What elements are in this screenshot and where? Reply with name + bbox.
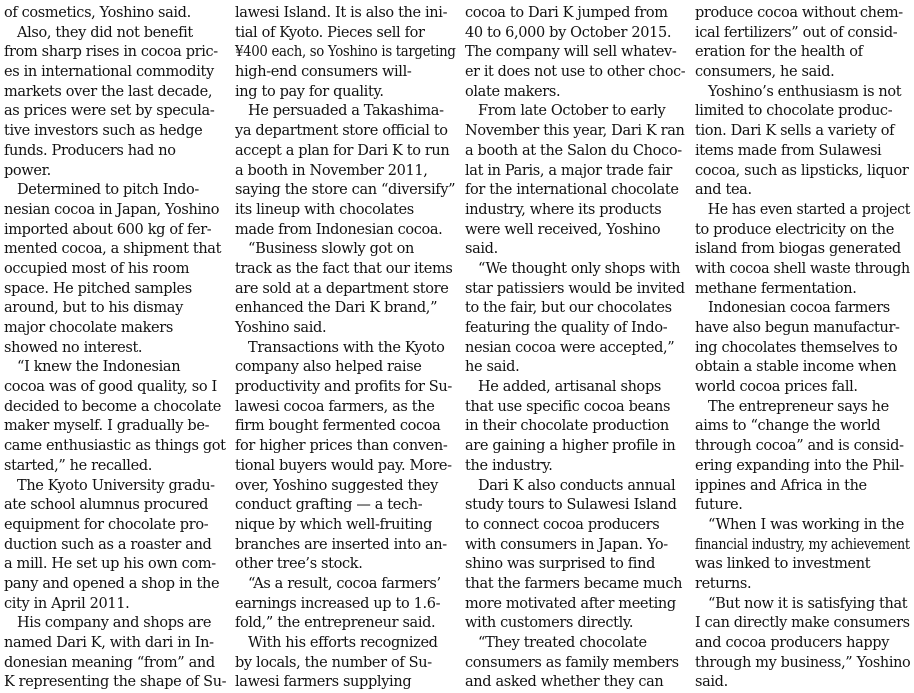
text-line: to the fair, but our chocolates [465,300,672,317]
text-line: lat in Paris, a major trade fair [465,162,672,179]
text-line: pany and opened a shop in the [4,575,220,592]
text-line: Also, they did not benefit [17,24,193,41]
text-line: Yoshino said. [235,320,327,336]
text-line: to connect cocoa producers [465,516,660,533]
text-line: more motivated after meeting [465,595,676,612]
text-line: through my business,” Yoshino [695,654,911,671]
text-line: nique by which well-fruiting [235,516,433,533]
text-line: star patissiers would be invited [465,280,685,297]
text-line: equipment for chocolate pro- [4,516,209,533]
text-line: a booth in November 2011, [235,162,428,179]
text-line: markets over the last decade, [4,83,213,100]
text-line: study tours to Sulawesi Island [465,497,677,514]
text-line: featuring the quality of Indo- [465,320,668,336]
text-line: over, Yoshino suggested they [235,477,438,494]
text-line: The Kyoto University gradu- [17,477,215,494]
text-line: “We thought only shops with [478,260,681,277]
text-line: saying the store can “diversify” [235,182,456,199]
text-line: cocoa, such as lipsticks, liquor [695,162,909,179]
text-line: major chocolate makers [4,320,173,336]
text-line: showed no interest. [4,339,143,356]
text-line: industry, where its products [465,201,662,218]
text-line: He has even started a project [707,201,911,218]
article-column-1 [4,4,227,691]
text-line: he said. [465,359,520,376]
text-line: its lineup with chocolates [235,201,414,218]
text-line: maker myself. I gradually be- [4,418,210,435]
text-line: Determined to pitch Indo- [17,182,199,199]
text-line: through cocoa” and is consid- [695,438,904,455]
text-line: and tea. [695,182,752,199]
text-line: nesian cocoa in Japan, Yoshino [4,201,220,218]
text-line: “When I was working in the [708,516,904,533]
text-line: es in international commodity [4,64,214,81]
text-line: I can directly make consumers [695,615,910,632]
text-line: shino was surprised to find [465,556,656,573]
text-line: productivity and profits for Su- [235,379,452,396]
text-line: cocoa to Dari K jumped from [465,5,668,21]
text-line: are sold at a department store [235,280,449,297]
text-line: ¥400 each, so Yoshino is targeting [235,44,456,61]
text-line: “As a result, cocoa farmers’ [248,575,441,592]
text-line: funds. Producers had no [4,142,176,159]
text-line: Transactions with the Kyoto [248,339,445,356]
text-line: lawesi cocoa farmers, as the [235,398,435,415]
text-line: enhanced the Dari K brand,” [235,300,438,317]
text-line: duction such as a roaster and [4,536,212,553]
text-line: cocoa was of good quality, so I [4,379,217,396]
text-line: ate school alumnus procured [4,497,209,514]
text-line: have also begun manufactur- [695,320,900,336]
text-line: produce cocoa without chem- [695,5,903,21]
text-line: in their chocolate production [465,418,669,435]
text-line: “But now it is satisfying that [708,595,908,612]
text-line: with cocoa shell waste through [695,260,910,277]
text-line: lawesi farmers supplying [235,674,412,691]
text-line: The company will sell whatev- [465,44,677,61]
text-line: track as the fact that our items [235,260,453,277]
text-line: with consumers in Japan. Yo- [465,536,668,553]
text-line: said. [465,241,498,258]
text-line: lawesi Island. It is also the ini- [235,5,448,21]
text-line: ippines and Africa in the [695,477,867,494]
text-line: and asked whether they can [465,674,664,691]
text-line: er it does not use to other choc- [465,64,686,81]
text-line: around, but to his dismay [4,300,183,317]
text-line: 40 to 6,000 by October 2015. [465,24,672,41]
text-line: made from Indonesian cocoa. [235,221,443,238]
text-line: limited to chocolate produc- [695,103,893,120]
article-column-3 [465,4,686,691]
text-line: financial industry, my achievement [695,536,910,553]
text-line: eration for the health of [695,44,863,61]
text-line: were well received, Yoshino [465,221,661,238]
text-line: conduct grafting — a tech- [235,497,423,514]
text-line: items made from Sulawesi [695,142,882,159]
text-line: returns. [695,575,752,592]
text-line: firm bought fermented cocoa [235,418,441,435]
text-line: from sharp rises in cocoa pric- [4,44,218,61]
text-line: that the farmers became much [465,575,683,592]
text-line: Yoshino’s enthusiasm is not [708,83,902,100]
text-line: for higher prices than conven- [235,438,448,455]
text-line: ing to pay for quality. [235,83,384,100]
text-line: “Business slowly got on [248,241,415,258]
text-line: future. [695,497,743,514]
text-line: Indonesian cocoa farmers [708,300,890,317]
text-line: to produce electricity on the [695,221,895,238]
text-line: city in April 2011. [4,595,130,612]
text-line: consumers as family members [465,654,679,671]
text-line: by locals, the number of Su- [235,654,432,671]
text-line: high-end consumers will- [235,64,412,81]
text-line: branches are inserted into an- [235,536,447,553]
text-line: the industry. [465,457,553,474]
article-column-2 [235,4,456,691]
text-line: olate makers. [465,83,561,100]
text-line: came enthusiastic as things got [4,438,226,455]
text-line: a mill. He set up his own com- [4,556,216,573]
text-line: tion. Dari K sells a variety of [695,123,895,140]
text-line: “I knew the Indonesian [17,359,181,376]
text-line: power. [4,162,51,179]
text-line: ing chocolates themselves to [695,339,898,356]
text-line: decided to become a chocolate [4,398,222,415]
text-line: donesian meaning “from” and [4,654,215,671]
text-line: obtain a stable income when [695,359,897,376]
text-line: and cocoa producers happy [695,635,890,651]
text-line: With his efforts recognized [248,635,438,651]
text-line: ical fertilizers” out of consid- [695,24,898,41]
text-line: of cosmetics, Yoshino said. [4,5,191,21]
text-line: imported about 600 kg of fer- [4,221,212,238]
text-line: “They treated chocolate [478,635,647,651]
text-line: company also helped raise [235,359,422,376]
text-line: accept a plan for Dari K to run [235,142,450,159]
text-line: named Dari K, with dari in In- [4,635,214,651]
text-line: other tree’s stock. [235,556,363,573]
text-line: ya department store official to [235,123,448,140]
text-line: tional buyers would pay. More- [235,457,452,474]
text-line: a booth at the Salon du Choco- [465,142,682,159]
text-line: world cocoa prices fall. [695,379,858,396]
text-line: started,” he recalled. [4,457,153,474]
text-line: that use specific cocoa beans [465,398,671,415]
text-line: K representing the shape of Su- [4,674,227,691]
text-line: His company and shops are [17,615,212,632]
text-line: was linked to investment [695,556,871,573]
article-column-4 [695,4,911,691]
text-line: tive investors such as hedge [4,123,203,140]
text-line: nesian cocoa were accepted,” [465,339,675,356]
text-line: ering expanding into the Phil- [695,457,904,474]
text-line: island from biogas generated [695,241,901,258]
text-line: with customers directly. [465,615,634,632]
text-line: aims to “change the world [695,418,881,435]
text-line: tial of Kyoto. Pieces sell for [235,24,425,41]
text-line: for the international chocolate [465,182,679,199]
text-line: mented cocoa, a shipment that [4,241,222,258]
text-line: consumers, he said. [695,64,835,81]
text-line: Dari K also conducts annual [478,477,676,494]
text-line: as prices were set by specula- [4,103,215,120]
text-line: methane fermentation. [695,280,857,297]
text-line: November this year, Dari K ran [465,123,685,140]
text-line: He persuaded a Takashima- [248,103,444,120]
text-line: earnings increased up to 1.6- [235,595,441,612]
text-line: occupied most of his room [4,260,190,277]
text-line: The entrepreneur says he [708,398,889,415]
text-line: said. [695,674,728,691]
text-line: From late October to early [478,103,666,120]
text-line: fold,” the entrepreneur said. [235,615,436,632]
text-line: space. He pitched samples [4,280,192,297]
text-line: He added, artisanal shops [478,379,661,396]
text-line: are gaining a higher profile in [465,438,676,455]
